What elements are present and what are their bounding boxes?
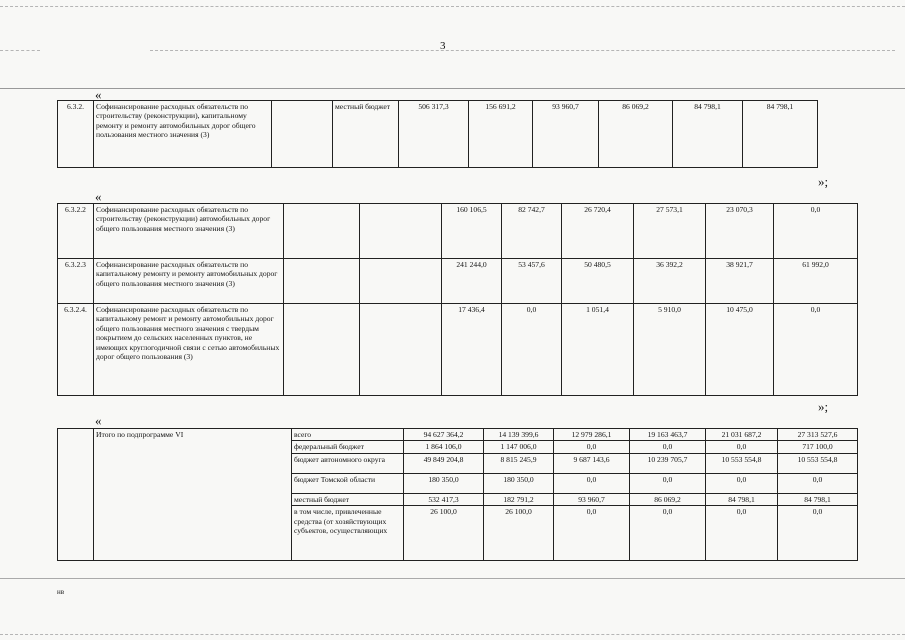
row-value: 0,0 (706, 441, 778, 453)
table-row (58, 204, 858, 259)
row-code: 6.3.2. (58, 101, 94, 168)
row-value: 241 244,0 (442, 259, 502, 304)
table-row (58, 259, 858, 304)
row-value: 182 791,2 (484, 493, 554, 505)
row-value: 180 350,0 (484, 473, 554, 493)
row-value: 19 163 463,7 (630, 429, 706, 441)
scan-edge-bottom (0, 634, 905, 635)
row-value: 506 317,3 (399, 101, 469, 168)
row-code: 6.3.2.4. (58, 304, 94, 396)
table-section-2 (57, 203, 858, 396)
row-value: 0,0 (778, 473, 858, 493)
row-value: 27 313 527,6 (778, 429, 858, 441)
row-col3 (284, 259, 360, 304)
row-value: 53 457,6 (502, 259, 562, 304)
header-rule-left (0, 50, 40, 51)
row-value: 82 742,7 (502, 204, 562, 259)
row-value: 10 553 554,8 (706, 453, 778, 473)
row-name: Софинансирование расходных обязательств по капитальному ремонт и ремонту автомобильных дорог общего пользования местного значения с твердым покрытием до сельских населенных пунктов, не имеющих круглогодичной связи с сетью автомобильных дорог общего пользования (3) (94, 304, 284, 396)
row-value: 180 350,0 (404, 473, 484, 493)
row-source: в том числе, привлеченные средства (от хозяйствующих субъектов, осуществляющих (292, 506, 404, 561)
row-value: 94 627 364,2 (404, 429, 484, 441)
open-quote-2: « (95, 189, 102, 204)
row-value: 36 392,2 (634, 259, 706, 304)
row-value: 17 436,4 (442, 304, 502, 396)
row-code: 6.3.2.2 (58, 204, 94, 259)
footer-mark: нв (57, 588, 65, 596)
footer-rule (0, 578, 905, 579)
row-name: Софинансирование расходных обязательств по строительству (реконструкции) автомобильных дорог общего пользования местного значения (3) (94, 204, 284, 259)
row-value: 1 147 006,0 (484, 441, 554, 453)
row-value: 0,0 (706, 473, 778, 493)
row-value: 84 798,1 (673, 101, 743, 168)
row-value: 84 798,1 (743, 101, 818, 168)
row-value: 26 100,0 (404, 506, 484, 561)
table-section-3 (57, 428, 858, 561)
row-value: 9 687 143,6 (554, 453, 630, 473)
row-value: 8 815 245,9 (484, 453, 554, 473)
row-source: всего (292, 429, 404, 441)
row-value: 0,0 (706, 506, 778, 561)
table-row (58, 101, 818, 168)
row-value: 21 031 687,2 (706, 429, 778, 441)
row-code: 6.3.2.3 (58, 259, 94, 304)
row-source: местный бюджет (292, 493, 404, 505)
row-value: 26 100,0 (484, 506, 554, 561)
row-col3 (272, 101, 333, 168)
header-rule (150, 50, 895, 51)
row-value: 61 992,0 (774, 259, 858, 304)
section-rule (0, 88, 905, 89)
subtotal-label: Итого по подпрограмме VI (94, 429, 292, 561)
row-code (58, 429, 94, 561)
row-value: 12 979 286,1 (554, 429, 630, 441)
row-value: 86 069,2 (599, 101, 673, 168)
scan-edge-top (0, 6, 905, 7)
open-quote-3: « (95, 413, 102, 428)
close-quote-1: »; (818, 174, 829, 189)
row-source: бюджет автономного округа (292, 453, 404, 473)
row-value: 84 798,1 (706, 493, 778, 505)
row-name: Софинансирование расходных обязательств по капитальному ремонту и ремонту автомобильных дорог общего пользования местного значения (3) (94, 259, 284, 304)
row-value: 0,0 (778, 506, 858, 561)
row-value: 93 960,7 (533, 101, 599, 168)
row-value: 49 849 204,8 (404, 453, 484, 473)
table-row (58, 429, 858, 441)
row-col3 (284, 304, 360, 396)
row-value: 0,0 (774, 204, 858, 259)
row-value: 156 691,2 (469, 101, 533, 168)
row-value: 26 720,4 (562, 204, 634, 259)
row-value: 717 100,0 (778, 441, 858, 453)
table-section-1 (57, 100, 818, 168)
row-value: 10 475,0 (706, 304, 774, 396)
row-value: 14 139 399,6 (484, 429, 554, 441)
row-value: 86 069,2 (630, 493, 706, 505)
row-value: 532 417,3 (404, 493, 484, 505)
row-source: бюджет Томской области (292, 473, 404, 493)
row-value: 0,0 (774, 304, 858, 396)
row-value: 84 798,1 (778, 493, 858, 505)
row-value: 0,0 (554, 473, 630, 493)
row-value: 27 573,1 (634, 204, 706, 259)
row-value: 93 960,7 (554, 493, 630, 505)
row-value: 0,0 (630, 473, 706, 493)
row-value: 10 239 705,7 (630, 453, 706, 473)
page-number: 3 (440, 40, 446, 52)
row-source (360, 304, 442, 396)
row-value: 0,0 (502, 304, 562, 396)
row-value: 0,0 (630, 506, 706, 561)
row-value: 23 070,3 (706, 204, 774, 259)
row-source: местный бюджет (333, 101, 399, 168)
row-value: 1 864 106,0 (404, 441, 484, 453)
table-row (58, 304, 858, 396)
close-quote-2: »; (818, 399, 829, 414)
row-col3 (284, 204, 360, 259)
row-value: 0,0 (554, 506, 630, 561)
row-source (360, 204, 442, 259)
row-value: 160 106,5 (442, 204, 502, 259)
row-value: 5 910,0 (634, 304, 706, 396)
row-name: Софинансирование расходных обязательств по строительству (реконструкции), капитальному ремонту и ремонту автомобильных дорог общего пользования местного значения (3) (94, 101, 272, 168)
row-value: 50 480,5 (562, 259, 634, 304)
row-value: 0,0 (554, 441, 630, 453)
row-value: 1 051,4 (562, 304, 634, 396)
row-source (360, 259, 442, 304)
row-value: 10 553 554,8 (778, 453, 858, 473)
row-value: 0,0 (630, 441, 706, 453)
open-quote-1: « (95, 87, 102, 102)
row-source: федеральный бюджет (292, 441, 404, 453)
row-value: 38 921,7 (706, 259, 774, 304)
